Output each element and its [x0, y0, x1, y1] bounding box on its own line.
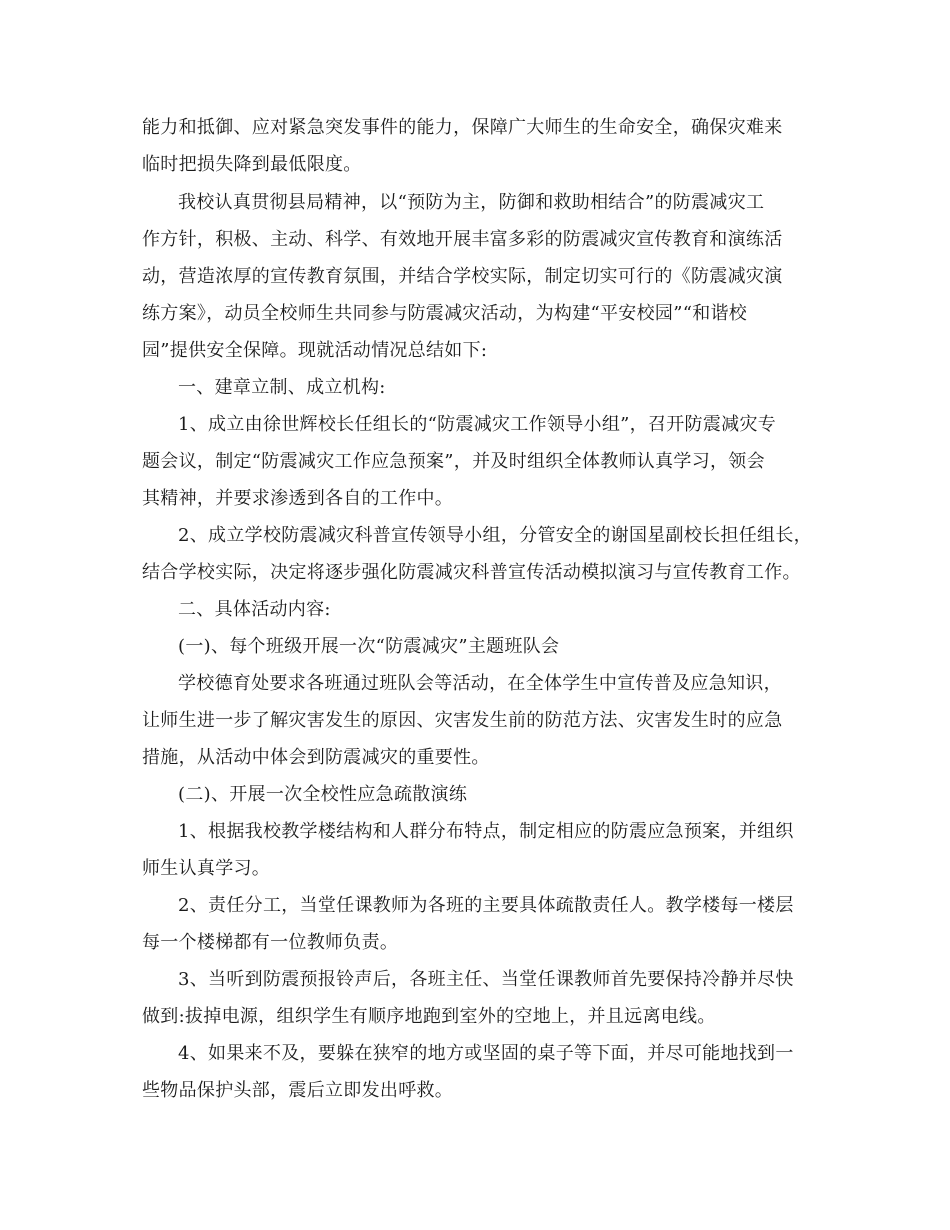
text-line: 其精神，并要求渗透到各自的工作中。	[142, 488, 454, 509]
text-line: 师生认真学习。	[142, 858, 271, 879]
text-line: 作方针，积极、主动、科学、有效地开展丰富多彩的防震减灾宣传教育和演练活	[142, 229, 783, 250]
text-line: 能力和抵御、应对紧急突发事件的能力，保障广大师生的生命安全，确保灾难来	[142, 117, 783, 138]
text-line: 让师生进一步了解灾害发生的原因、灾害发生前的防范方法、灾害发生时的应急	[142, 710, 783, 731]
text-line: 措施，从活动中体会到防震减灾的重要性。	[142, 747, 490, 768]
text-line: 些物品保护头部，震后立即发出呼救。	[142, 1080, 454, 1101]
text-line: 临时把损失降到最低限度。	[142, 154, 362, 175]
text-line: 我校认真贯彻县局精神，以“预防为主，防御和救助相结合”的防震减灾工	[178, 192, 765, 213]
text-line: 动，营造浓厚的宣传教育氛围，并结合学校实际，制定切实可行的《防震减灾演	[142, 266, 783, 287]
text-line: 4、如果来不及，要躲在狭窄的地方或坚固的桌子等下面，并尽可能地找到一	[178, 1043, 794, 1064]
text-line: 题会议，制定“防震减灾工作应急预案”，并及时组织全体教师认真学习，领会	[142, 451, 765, 472]
text-line: 结合学校实际，决定将逐步强化防震减灾科普宣传活动模拟演习与宣传教育工作。	[142, 562, 801, 583]
text-line: 每一个楼梯都有一位教师负责。	[142, 932, 399, 953]
text-line: 1、根据我校教学楼结构和人群分布特点，制定相应的防震应急预案，并组织	[178, 821, 794, 842]
text-line: 2、责任分工，当堂任课教师为各班的主要具体疏散责任人。教学楼每一楼层	[178, 895, 794, 916]
section-heading: 二、具体活动内容:	[178, 599, 331, 620]
subsection-heading: (二)、开展一次全校性应急疏散演练	[178, 784, 468, 805]
text-line: 学校德育处要求各班通过班队会等活动，在全体学生中宣传普及应急知识，	[178, 673, 782, 694]
text-line: 2、成立学校防震减灾科普宣传领导小组，分管安全的谢国星副校长担任组长，	[178, 525, 812, 546]
text-line: 园”提供安全保障。现就活动情况总结如下:	[142, 340, 488, 361]
section-heading: 一、建章立制、成立机构:	[178, 377, 386, 398]
text-line: 练方案》，动员全校师生共同参与防震减灾活动，为构建“平安校园”“和谐校	[142, 303, 748, 324]
text-line: 3、当听到防震预报铃声后，各班主任、当堂任课教师首先要保持冷静并尽快	[178, 969, 794, 990]
subsection-heading: (一)、每个班级开展一次“防震减灾”主题班队会	[178, 636, 560, 657]
text-line: 1、成立由徐世辉校长任组长的“防震减灾工作领导小组”，召开防震减灾专	[178, 414, 777, 435]
text-line: 做到:拔掉电源，组织学生有顺序地跑到室外的空地上，并且远离电线。	[142, 1006, 716, 1027]
